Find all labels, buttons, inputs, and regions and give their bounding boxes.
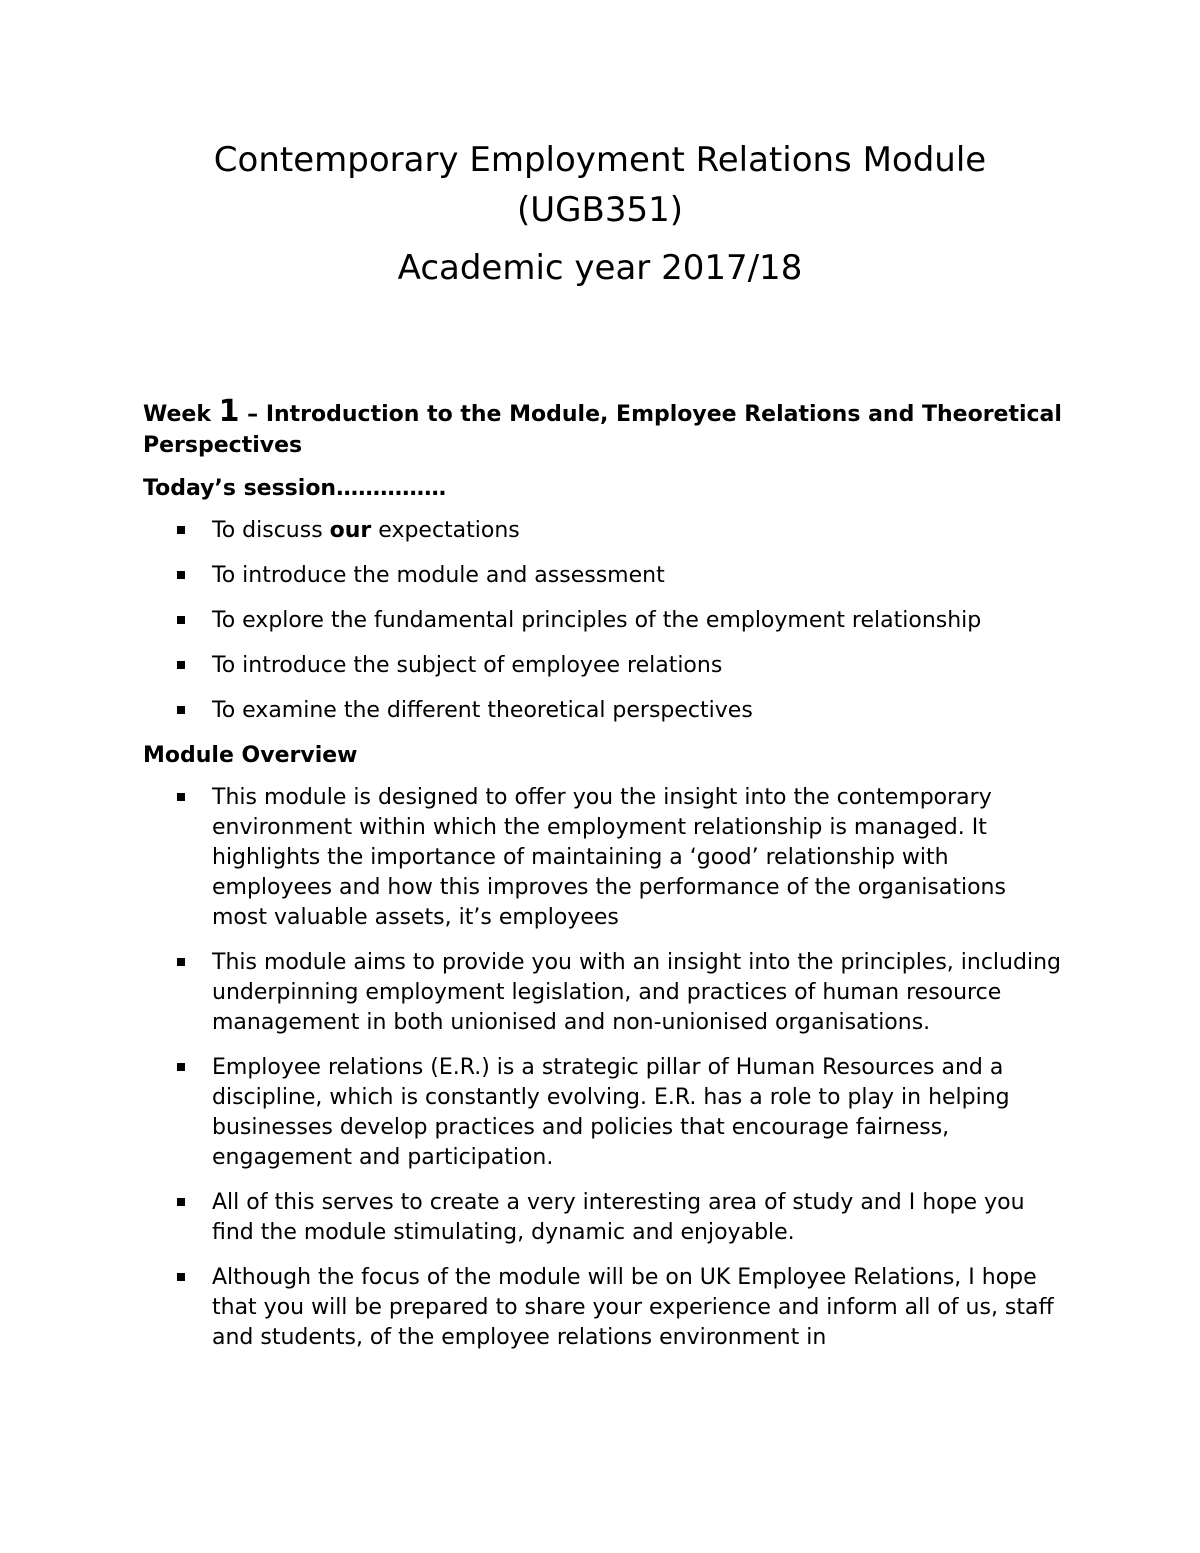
- session-list: [143, 516, 1063, 726]
- list-item: Employee relations (E.R.) is a strategic pillar of Human Resources and a discipline, which is constantly evolving. E.R. has a role to play in helping businesses develop practices and policies that encourage fairness, engagement and participation.: [143, 1053, 1063, 1173]
- academic-year: Academic year 2017/18: [397, 248, 803, 288]
- module-code: (UGB351): [517, 190, 683, 230]
- list-item: To introduce the module and assessment: [143, 561, 1063, 591]
- list-item: Although the focus of the module will be on UK Employee Relations, I hope that you will be prepared to share your experience and inform all of us, staff and students, of the employee relations environment in: [143, 1263, 1063, 1353]
- session-heading: Today’s session……………: [143, 476, 447, 501]
- square-bullet-icon: [177, 958, 185, 966]
- week-heading: [143, 396, 1063, 461]
- list-item: To examine the different theoretical perspectives: [143, 696, 1063, 726]
- week-prefix: Week: [143, 402, 219, 427]
- list-item: To explore the fundamental principles of the employment relationship: [143, 606, 1063, 636]
- square-bullet-icon: [177, 793, 185, 801]
- list-item: To discuss our expectations: [143, 516, 1063, 546]
- square-bullet-icon: [177, 526, 185, 534]
- square-bullet-icon: [177, 706, 185, 714]
- document-body: [143, 396, 1063, 1368]
- square-bullet-icon: [177, 616, 185, 624]
- list-item: This module aims to provide you with an insight into the principles, including underpinning employment legislation, and practices of human resource management in both unionised and non-unionised organisations.: [143, 948, 1063, 1038]
- square-bullet-icon: [177, 661, 185, 669]
- week-number: 1: [218, 394, 240, 429]
- square-bullet-icon: [177, 1063, 185, 1071]
- square-bullet-icon: [177, 1198, 185, 1206]
- emphasis-text: our: [329, 518, 372, 543]
- square-bullet-icon: [177, 1273, 185, 1281]
- overview-list: [143, 783, 1063, 1353]
- square-bullet-icon: [177, 571, 185, 579]
- list-item: To introduce the subject of employee relations: [143, 651, 1063, 681]
- list-item: This module is designed to offer you the insight into the contemporary environment within which the employment relationship is managed. It highlights the importance of maintaining a ‘good’ relationship with employees and how this improves the performance of the organisations most valuable assets, it’s employees: [143, 783, 1063, 933]
- list-item: All of this serves to create a very interesting area of study and I hope you find the module stimulating, dynamic and enjoyable.: [143, 1188, 1063, 1248]
- document-title: Contemporary Employment Relations Module: [213, 140, 987, 180]
- overview-heading: Module Overview: [143, 743, 358, 768]
- week-title: – Introduction to the Module, Employee Relations and Theoretical Perspectives: [143, 402, 1062, 458]
